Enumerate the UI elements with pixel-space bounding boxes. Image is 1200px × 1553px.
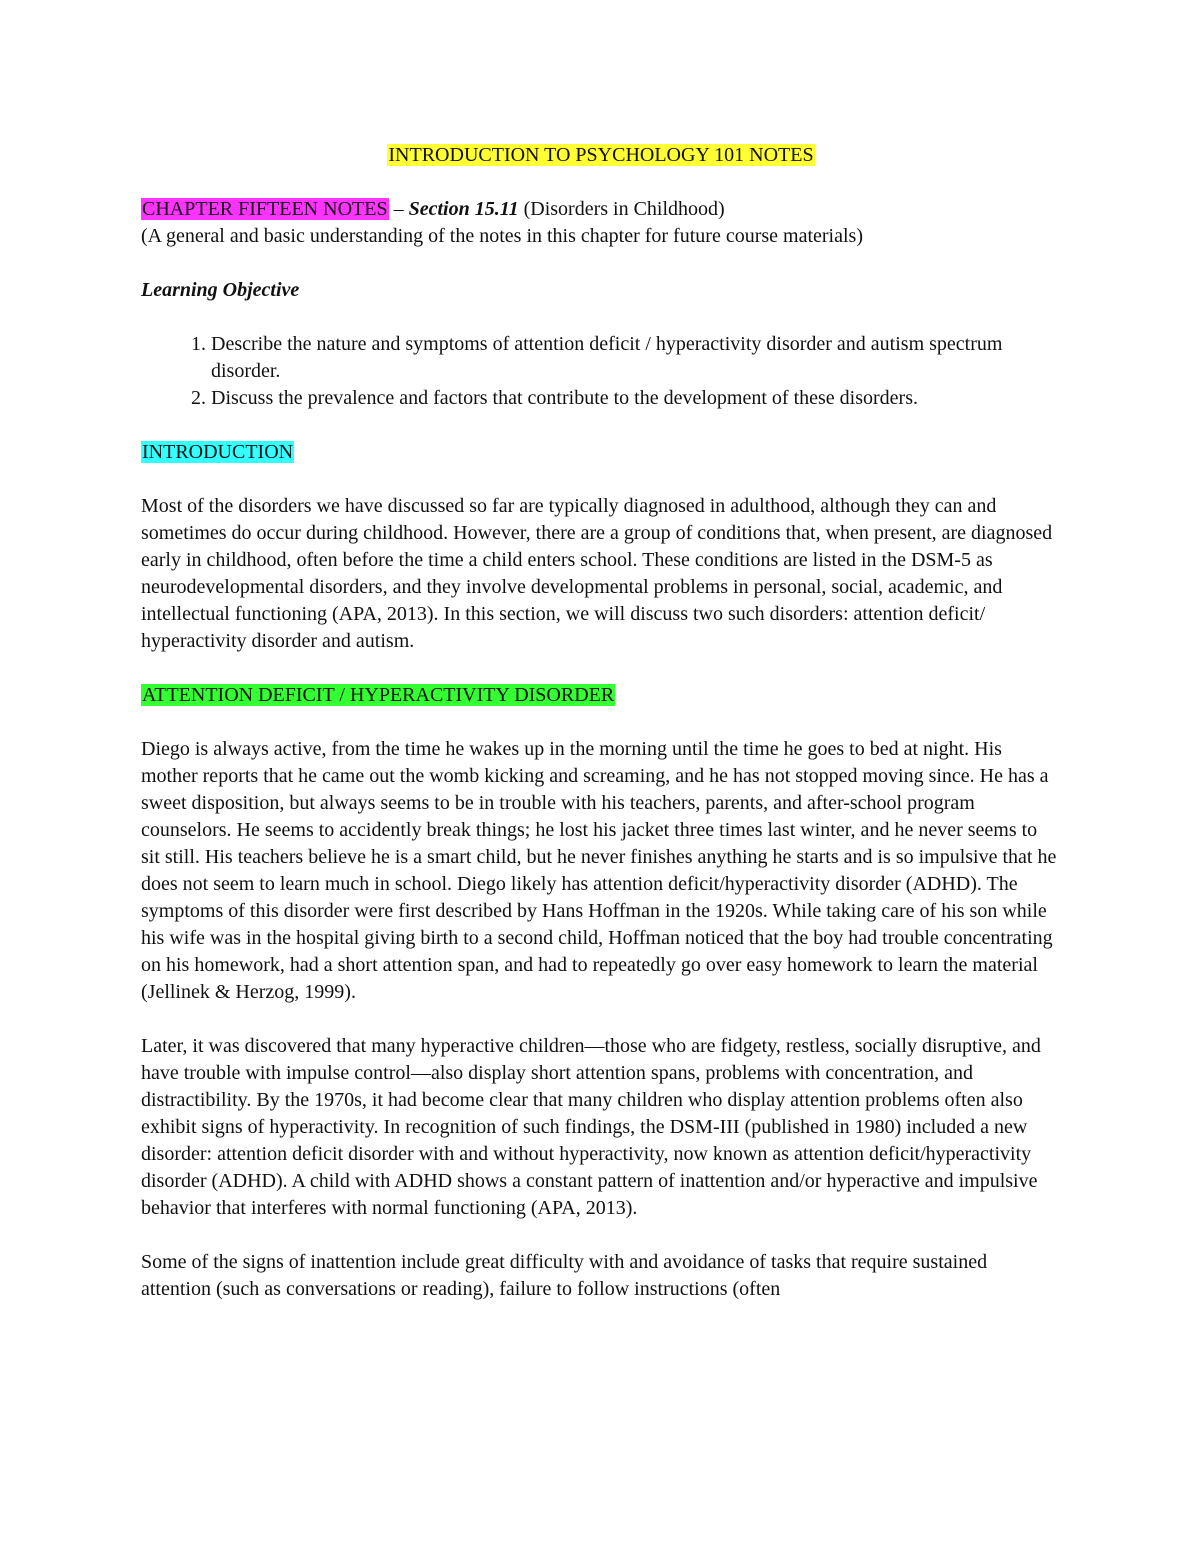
chapter-dash: – (388, 198, 409, 220)
introduction-paragraph: Most of the disorders we have discussed so far are typically diagnosed in adulthood, although they can and sometimes do occur during childhood. However, there are a group of conditions that, when present, are diagnosed early in childhood, often before the time a child enters school. These conditions are listed in the DSM-5 as neurodevelopmental disorders, and they involve developmental problems in personal, social, academic, and intellectual functioning (APA, 2013). In this section, we will discuss two such disorders: attention deficit/ hyperactivity disorder and autism. (141, 495, 1053, 652)
chapter-label: CHAPTER FIFTEEN NOTES (142, 198, 388, 220)
adhd-paragraph-1: Diego is always active, from the time he wakes up in the morning until the time he goes to bed at night. His mother reports that he came out the womb kicking and screaming, and he has not stopped moving since. He has a sweet disposition, but always seems to be in trouble with his teachers, parents, and after-school program counselors. He seems to accidently break things; he lost his jacket three times last winter, and he never seems to sit still. His teachers believe he is a smart child, but he never finishes anything he starts and is so impulsive that he does not seem to learn much in school. Diego likely has attention deficit/hyperactivity disorder (ADHD). The symptoms of this disorder were first described by Hans Hoffman in the 1920s. While taking care of his son while his wife was in the hospital giving birth to a second child, Hoffman noticed that the boy had trouble concentrating on his homework, had a short attention span, and had to repeatedly go over easy homework to learn the material (Jellinek & Herzog, 1999). (141, 738, 1057, 1003)
adhd-heading (141, 682, 1061, 709)
adhd-paragraph-2: Later, it was discovered that many hyperactive children—those who are fidgety, restless, socially disruptive, and have trouble with impulse control—also display short attention spans, problems with concentration, and distractibility. By the 1970s, it had become clear that many children who display attention problems often also exhibit signs of hyperactivity. In recognition of such findings, the DSM-III (published in 1980) included a new disorder: attention deficit disorder with and without hyperactivity, now known as attention deficit/hyperactivity disorder (ADHD). A child with ADHD shows a constant pattern of inattention and/or hyperactive and impulsive behavior that interferes with normal functioning (APA, 2013). (141, 1035, 1041, 1219)
objective-item-1: 1. Describe the nature and symptoms of attention deficit / hyperactivity disorder and autism spectrum disorder. (211, 331, 1061, 385)
learning-objective-heading: Learning Objective (141, 279, 300, 301)
objective-list (141, 331, 1061, 412)
document-title (141, 142, 1061, 169)
chapter-line (141, 196, 1061, 223)
section-label: Section 15.11 (408, 198, 519, 220)
adhd-heading-text: ATTENTION DEFICIT / HYPERACTIVITY DISORDER (142, 684, 615, 706)
adhd-paragraph-3: Some of the signs of inattention include great difficulty with and avoidance of tasks that require sustained attention (such as conversations or reading), failure to follow instructions (often (141, 1251, 988, 1300)
chapter-subtitle: (A general and basic understanding of the notes in this chapter for future course materials) (141, 225, 863, 247)
introduction-heading (141, 439, 1061, 466)
document-page (141, 142, 1061, 1330)
section-topic: (Disorders in Childhood) (518, 198, 725, 220)
objective-item-2: 2. Discuss the prevalence and factors that contribute to the development of these disorders. (211, 385, 1061, 412)
document-title-text: INTRODUCTION TO PSYCHOLOGY 101 NOTES (388, 144, 814, 166)
introduction-heading-text: INTRODUCTION (142, 441, 294, 463)
